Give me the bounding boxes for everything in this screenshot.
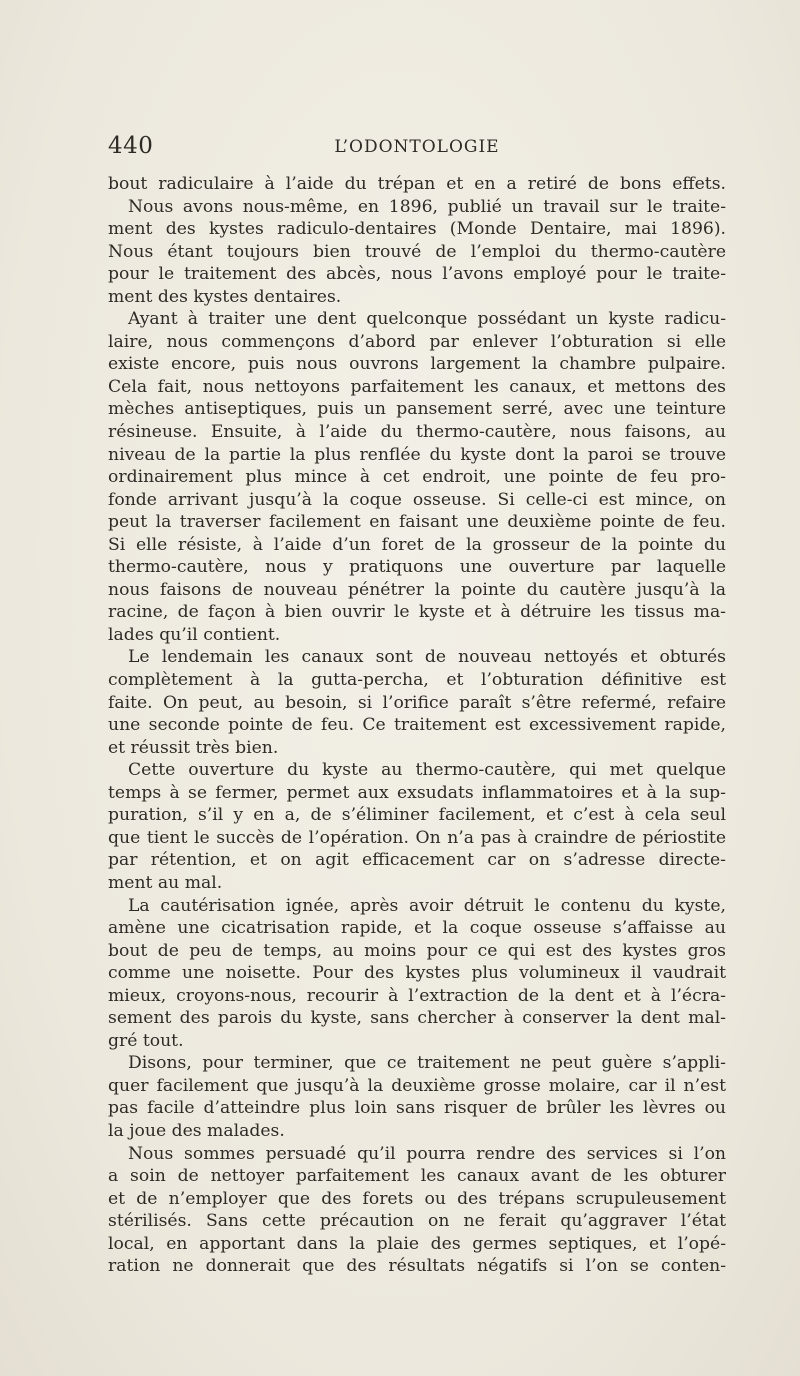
text-line: Nous sommes persuadé qu’il pourra rendre des services si l’on <box>128 1143 726 1164</box>
text-line: bout radiculaire à l’aide du trépan et en a retiré de bons effets. <box>108 174 726 194</box>
text-line: et réussit très bien. <box>108 737 279 758</box>
running-head: L’ODONTOLOGIE <box>334 137 500 157</box>
text-line: Le lendemain les canaux sont de nouveau nettoyés et obturés <box>128 647 726 668</box>
text-line: que tient le succès de l’opération. On n’a pas à craindre de périostite <box>108 827 726 848</box>
text-line: bout de peu de temps, au moins pour ce qui est des kystes gros <box>108 940 726 961</box>
text-line: thermo-cautère, nous y pratiquons une ouverture par laquelle <box>108 557 726 578</box>
text-line: lades qu’il contient. <box>108 624 281 645</box>
text-line: Cette ouverture du kyste au thermo-cautère, qui met quelque <box>128 760 726 781</box>
text-line: résineuse. Ensuite, à l’aide du thermo-cautère, nous faisons, au <box>108 422 726 443</box>
text-line: par rétention, et on agit efficacement car on s’adresse directe- <box>108 850 726 871</box>
text-line: Nous étant toujours bien trouvé de l’emploi du thermo-cautère <box>108 241 726 262</box>
text-line: fonde arrivant jusqu’à la coque osseuse. Si celle-ci est mince, on <box>108 489 726 510</box>
text-line: existe encore, puis nous ouvrons largement la chambre pulpaire. <box>108 354 726 375</box>
text-line: Cela fait, nous nettoyons parfaitement les canaux, et mettons des <box>108 376 726 397</box>
page-header <box>108 133 726 161</box>
text-line: mieux, croyons-nous, recourir à l’extraction de la dent et à l’écra- <box>108 985 726 1006</box>
text-line: nous faisons de nouveau pénétrer la pointe du cautère jusqu’à la <box>108 579 726 600</box>
text-line: sement des parois du kyste, sans chercher à conserver la dent mal- <box>108 1008 726 1029</box>
text-line: ment au mal. <box>108 872 223 893</box>
text-line: puration, s’il y en a, de s’éliminer facilement, et c’est à cela seul <box>108 805 726 826</box>
text-line: ment des kystes radiculo-dentaires (Monde Dentaire, mai 1896). <box>108 219 726 240</box>
text-line: pour le traitement des abcès, nous l’avons employé pour le traite- <box>108 264 726 285</box>
text-line: quer facilement que jusqu’à la deuxième grosse molaire, car il n’est <box>108 1075 726 1096</box>
text-line: la joue des malades. <box>108 1120 285 1141</box>
body-text <box>108 173 726 1278</box>
text-line: Nous avons nous-même, en 1896, publié un travail sur le traite- <box>128 196 726 217</box>
text-line: Ayant à traiter une dent quelconque possédant un kyste radicu- <box>128 309 726 330</box>
text-line: laire, nous commençons d’abord par enlever l’obturation si elle <box>108 331 726 352</box>
text-line: racine, de façon à bien ouvrir le kyste et à détruire les tissus ma- <box>108 602 726 623</box>
text-line: amène une cicatrisation rapide, et la coque osseuse s’affaisse au <box>108 918 726 939</box>
text-line: ration ne donnerait que des résultats négatifs si l’on se conten- <box>108 1256 726 1277</box>
page-number: 440 <box>108 133 154 159</box>
text-line: gré tout. <box>108 1030 184 1051</box>
text-line: ordinairement plus mince à cet endroit, une pointe de feu pro- <box>108 467 726 488</box>
text-line: stérilisés. Sans cette précaution on ne ferait qu’aggraver l’état <box>108 1211 726 1232</box>
text-line: faite. On peut, au besoin, si l’orifice paraît s’être refermé, refaire <box>108 692 726 713</box>
text-line: temps à se fermer, permet aux exsudats inflammatoires et à la sup- <box>108 782 726 803</box>
text-line: Si elle résiste, à l’aide d’un foret de la grosseur de la pointe du <box>108 534 726 555</box>
text-line: complètement à la gutta-percha, et l’obturation définitive est <box>108 670 726 691</box>
text-line: mèches antiseptiques, puis un pansement serré, avec une teinture <box>108 399 726 420</box>
text-line: ment des kystes dentaires. <box>108 286 342 307</box>
text-line: niveau de la partie la plus renflée du kyste dont la paroi se trouve <box>108 444 726 465</box>
text-line: Disons, pour terminer, que ce traitement ne peut guère s’appli- <box>128 1053 726 1074</box>
text-line: a soin de nettoyer parfaitement les canaux avant de les obturer <box>108 1166 726 1187</box>
text-line: et de n’employer que des forets ou des trépans scrupuleusement <box>108 1188 726 1209</box>
text-line: pas facile d’atteindre plus loin sans risquer de brûler les lèvres ou <box>108 1098 726 1119</box>
text-line: une seconde pointe de feu. Ce traitement est excessivement rapide, <box>108 715 726 736</box>
text-line: local, en apportant dans la plaie des germes septiques, et l’opé- <box>108 1233 726 1254</box>
text-line: comme une noisette. Pour des kystes plus volumineux il vaudrait <box>108 963 726 984</box>
text-line: peut la traverser facilement en faisant une deuxième pointe de feu. <box>108 512 726 533</box>
text-line: La cautérisation ignée, après avoir détruit le contenu du kyste, <box>128 895 726 916</box>
